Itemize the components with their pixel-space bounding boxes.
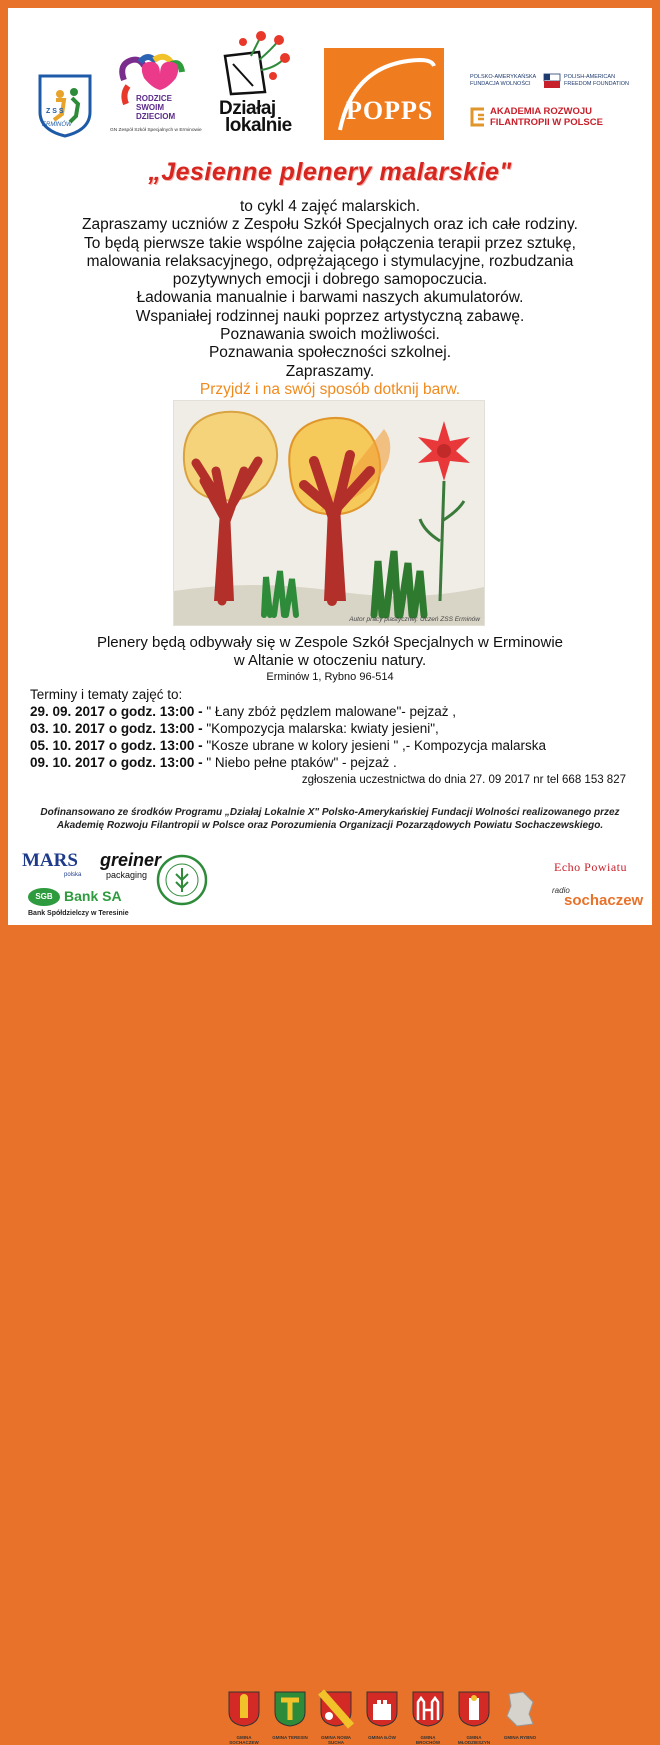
gmina-label: GMINA TERESIN xyxy=(272,1735,308,1740)
intro-line: Poznawania społeczności szkolnej. xyxy=(208,344,452,362)
session-topic: "Kompozycja malarska: kwiaty jesieni", xyxy=(202,721,439,736)
session-row xyxy=(30,754,650,771)
sponsor-logos xyxy=(8,844,652,1745)
intro-line: Zapraszamy uczniów z Zespołu Szkół Specjalnych oraz ich całe rodziny. xyxy=(82,216,578,234)
gmina-crest xyxy=(500,1690,540,1740)
gmina-crest xyxy=(316,1690,356,1745)
radio-top: radio xyxy=(552,886,570,895)
funding-line1: Dofinansowano ze środków Programu „Działaj Lokalnie X" Polsko-Amerykańskiej Fundacji Wolności realizowanego przez xyxy=(40,807,620,818)
rodzice-line1: RODZICE xyxy=(136,94,172,103)
painting-caption: Autor pracy plastycznej: Uczeń ZSS Erminów xyxy=(349,616,480,623)
pafw-right1: POLISH-AMERICAN xyxy=(564,74,616,80)
gmina-label: GMINA RYBNO xyxy=(503,1735,537,1740)
gmina-crest-icon xyxy=(365,1690,399,1728)
popps-logo xyxy=(324,48,444,140)
autumn-trees-painting-icon xyxy=(174,401,484,625)
session-date: 03. 10. 2017 o godz. 13:00 - xyxy=(30,721,203,736)
intro-line: malowania relaksacyjnego, odprężającego i stymulacyjne, rozbudzania xyxy=(86,252,574,270)
sgb-name: Bank SA xyxy=(64,888,122,904)
venue-address: Erminów 1, Rybno 96-514 xyxy=(266,671,394,683)
poster-title: „Jesienne plenery malarskie" xyxy=(148,158,512,186)
session-row xyxy=(30,737,650,754)
rodzice-sub: GN Zespół Szkół Specjalnych w Erminowie xyxy=(110,128,202,133)
dzialaj-lokalnie-logo xyxy=(213,30,303,145)
akademia-logo xyxy=(470,106,648,130)
sgb-sub: Bank Spółdzielczy w Teresinie xyxy=(28,910,129,917)
dzialaj-line1: Działaj xyxy=(219,98,276,119)
highlight-line: Przyjdź i na swój sposób dotknij barw. xyxy=(199,380,461,398)
gmina-label: GMINA IŁÓW xyxy=(368,1735,396,1740)
session-date: 09. 10. 2017 o godz. 13:00 - xyxy=(30,755,203,770)
registration-deadline: zgłoszenia uczestnictwa do dnia 27. 09 2017 nr tel 668 153 827 xyxy=(301,774,626,786)
eco-seal-icon xyxy=(156,854,208,906)
intro-line: Ładowania manualnie i barwami naszych akumulatorów. xyxy=(136,289,524,307)
session-date: 29. 09. 2017 o godz. 13:00 - xyxy=(30,704,203,719)
rodzice-line3: DZIECIOM xyxy=(136,112,176,121)
venue-line1: Plenery będą odbywały się w Zespole Szkół Specjalnych w Erminowie xyxy=(96,634,564,651)
funding-line2: Akademię Rozwoju Filantropii w Polsce oraz Porozumienia Organizacji Pozarządowych Powiatu Sochaczewskiego. xyxy=(56,820,604,831)
gmina-crest xyxy=(362,1690,402,1740)
akademia-line2: FILANTROPII W POLSCE xyxy=(490,117,603,128)
intro-text xyxy=(8,198,652,399)
session-date: 05. 10. 2017 o godz. 13:00 - xyxy=(30,738,203,753)
session-schedule xyxy=(30,686,650,771)
akademia-line1: AKADEMIA ROZWOJU xyxy=(490,106,593,117)
sgb-badge xyxy=(28,888,60,906)
zss-shield-icon xyxy=(36,74,94,138)
pafw-logo xyxy=(470,74,648,94)
gmina-crest-icon xyxy=(457,1690,491,1728)
gmina-map-icon xyxy=(503,1690,537,1728)
gmina-label: GMINA MŁODZIESZYN xyxy=(457,1735,491,1745)
akademia-mark-icon xyxy=(470,107,486,127)
header-logos xyxy=(8,30,652,150)
gmina-crest xyxy=(224,1690,264,1745)
popps-text: POPPS xyxy=(346,96,434,125)
rodzice-line2: SWOIM xyxy=(136,103,164,112)
mars-logo: MARS xyxy=(22,850,78,871)
pafw-right2: FREEDOM FOUNDATION xyxy=(564,81,629,87)
popps-swoosh-icon xyxy=(324,48,444,140)
terms-heading: Terminy i tematy zajęć to: xyxy=(30,687,183,702)
radio-sochaczew-logo: sochaczew xyxy=(564,892,644,909)
intro-line: To będą pierwsze takie wspólne zajęcia połączenia terapii przez sztukę, xyxy=(84,234,576,252)
intro-line: pozytywnych emocji i dobrego samopoczucia. xyxy=(172,271,488,289)
intro-line: to cykl 4 zajęć malarskich. xyxy=(239,198,421,215)
flag-icon xyxy=(544,74,560,88)
pafw-left2: FUNDACJA WOLNOŚCI xyxy=(470,81,531,87)
zss-logo-text: Z S S xyxy=(46,108,64,115)
gmina-crest xyxy=(454,1690,494,1745)
gmina-label: GMINA BROCHÓW xyxy=(415,1735,441,1745)
zss-logo xyxy=(36,74,94,138)
session-row xyxy=(30,720,650,737)
venue-info xyxy=(8,634,652,687)
gmina-crest xyxy=(270,1690,310,1740)
mars-sub: polska xyxy=(64,872,82,878)
gmina-label: GMINA SOCHACZEW xyxy=(229,1735,259,1745)
gmina-crest-icon xyxy=(411,1690,445,1728)
dzialaj-line2: lokalnie xyxy=(225,115,292,136)
poster xyxy=(8,8,652,1745)
gmina-crest-icon xyxy=(319,1690,353,1728)
gmina-label: GMINA NOWA SUCHA xyxy=(320,1735,352,1745)
funding-note xyxy=(8,806,652,832)
intro-line: Poznawania swoich możliwości. xyxy=(220,326,440,344)
intro-line: Zapraszamy. xyxy=(285,362,375,380)
sgb-badge-text: SGB xyxy=(35,892,53,901)
greiner-sub: packaging xyxy=(106,870,148,880)
gmina-crest-icon xyxy=(273,1690,307,1728)
zss-logo-sub: ERMINÓW xyxy=(42,122,72,128)
greiner-logo: greiner xyxy=(100,850,162,870)
session-topic: " Niebo pełne ptaków" - pejzaż . xyxy=(202,755,397,770)
intro-line: Wspaniałej rodzinnej nauki poprzez artystyczną zabawę. xyxy=(135,307,525,325)
gmina-crest xyxy=(408,1690,448,1745)
painting-image xyxy=(173,400,485,626)
pafw-left1: POLSKO-AMERYKAŃSKA xyxy=(470,74,537,80)
rodzice-logo xyxy=(110,50,210,150)
session-row xyxy=(30,703,650,720)
session-topic: " Łany zbóż pędzlem malowane"- pejzaż , xyxy=(202,704,457,719)
venue-line2: w Altanie w otoczeniu natury. xyxy=(233,651,427,669)
gmina-crest-icon xyxy=(227,1690,261,1728)
flowers-basket-icon xyxy=(213,30,303,100)
echo-powiatu-logo: Echo Powiatu xyxy=(554,860,627,874)
session-topic: "Kosze ubrane w kolory jesieni " ,- Kompozycja malarska xyxy=(202,738,547,753)
